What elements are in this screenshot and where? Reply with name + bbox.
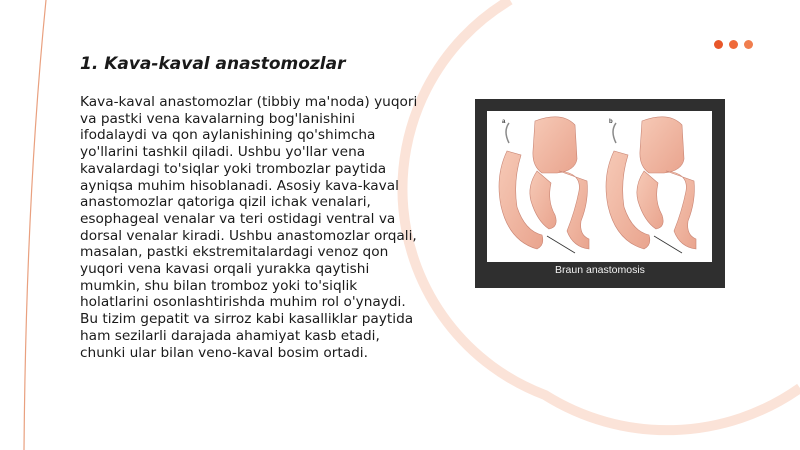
- dot-2: [729, 40, 738, 49]
- figure-illustration-panel: [487, 111, 712, 262]
- panel-label-b: b: [609, 119, 613, 125]
- decorative-dots: [714, 40, 753, 49]
- illustration-left: [499, 117, 589, 249]
- panel-label-a: a: [502, 119, 506, 125]
- dot-1: [714, 40, 723, 49]
- illustration-right: [606, 117, 696, 249]
- dot-3: [744, 40, 753, 49]
- slide-body-text: Kava-kaval anastomozlar (tibbiy ma'noda) yuqori va pastki vena kavalarning bog'lanishini ifodalaydi va qon aylanishining qo'shimcha yo'llarini tashkil qiladi. Ushbu yo'llar vena kavalardagi to'siqlar yoki trombozlar paytida ayniqsa muhim hisoblanadi. Asosiy kava-kaval anastomozlar qatoriga qizil ichak venalari, esophageal venalar va teri ostidagi ventral va dorsal venalar kiradi. Ushbu anastomozlar orqali, masalan, pastki ekstremitalardagi venoz qon yuqori vena kavasi orqali yurakka qaytishi mumkin, shu bilan tromboz yoki to'siqlik holatlarini osonlashtirishda muhim rol o'ynaydi. Bu tizim gepatit va sirroz kabi kasalliklar paytida ham sezilarli darajada ahamiyat kasb etadi, chunki ular bilan veno-kaval bosim ortadi.: [80, 94, 418, 361]
- slide-title: 1. Kava-kaval anastomozlar: [80, 54, 346, 74]
- anatomy-figure: [475, 99, 725, 288]
- braun-anastomosis-illustration: [487, 111, 712, 262]
- accent-line: [24, 0, 46, 450]
- figure-caption: Braun anastomosis: [555, 264, 645, 276]
